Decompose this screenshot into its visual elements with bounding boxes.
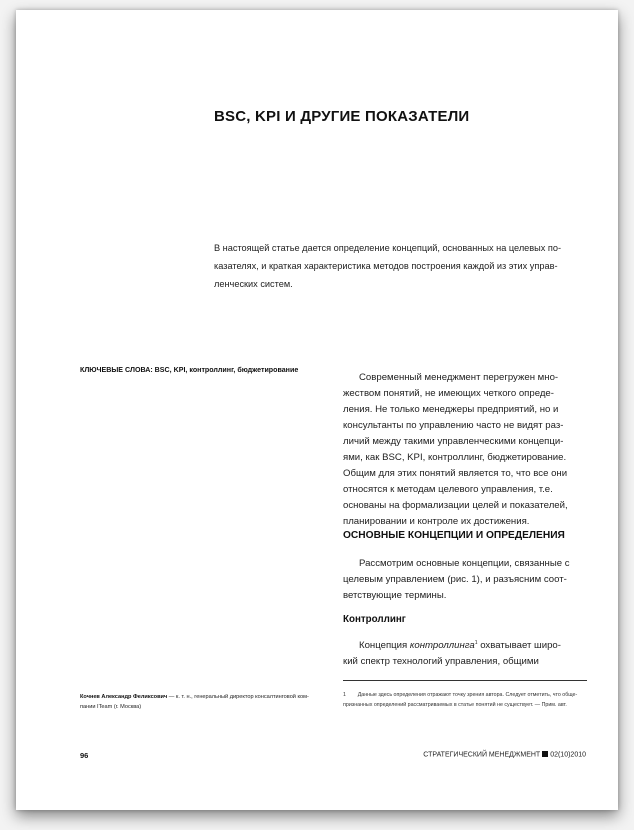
article-title: BSC, KPI И ДРУГИЕ ПОКАЗАТЕЛИ [214, 108, 470, 125]
keywords: КЛЮЧЕВЫЕ СЛОВА: BSC, KPI, контроллинг, бюджетирование [80, 366, 299, 374]
body-line: консультанты по управлению часто не видят раз- [343, 420, 564, 431]
body-line: кий спектр технологий управления, общими [343, 656, 539, 668]
abstract-line: казателях, и краткая характеристика методов построения каждой из этих управ- [214, 261, 558, 271]
italic-term: контроллинга [409, 640, 475, 652]
author-line: пании ITeam (г. Москва) [80, 704, 142, 710]
body-line: Современный менеджмент перегружен мно- [343, 372, 559, 383]
footnote-line: 1 Данные здесь определения отражают точку зрения автора. Следует отметить, что обще- [343, 692, 578, 698]
footnote-line: признанных определений рассматриваемых в статье понятий не существует. — Прим. авт. [343, 702, 567, 708]
body-line [343, 635, 588, 654]
section-heading: ОСНОВНЫЕ КОНЦЕПЦИИ И ОПРЕДЕЛЕНИЯ [343, 530, 565, 541]
body-line: ветствующие термины. [343, 590, 447, 601]
journal-name: СТРАТЕГИЧЕСКИЙ МЕНЕДЖМЕНТ [423, 751, 541, 759]
body-line: Общим для этих понятий является то, что все они [343, 468, 568, 479]
journal-footer [423, 751, 586, 759]
footnote [343, 690, 588, 710]
intro-paragraph [343, 370, 588, 530]
body-line: планировании и контроле их достижения. [343, 516, 530, 527]
body-line: ями, как BSC, KPI, контроллинг, бюджетирование. [343, 452, 567, 463]
article-abstract [214, 239, 592, 293]
author-name: Кочнев Александр Феликсович [80, 694, 168, 700]
body-text: охватывает широ- [477, 640, 561, 652]
subsection-heading: Контроллинг [343, 614, 406, 625]
body-line: целевым управлением (рис. 1), и разъясним соот- [343, 574, 567, 585]
author-line [80, 692, 330, 702]
body-line: жеством понятий, не имеющих четкого опреде- [343, 388, 554, 399]
author-info [80, 692, 330, 712]
page-number: 96 [80, 751, 89, 760]
footnote-divider [343, 680, 587, 681]
author-details: — к. т. н., генеральный директор консалтинговой ком- [167, 694, 309, 700]
controlling-paragraph [343, 635, 588, 670]
abstract-line: ленческих систем. [214, 279, 293, 289]
abstract-line: В настоящей статье дается определение концепций, основанных на целевых по- [214, 243, 562, 253]
body-line: Рассмотрим основные концепции, связанные с [343, 558, 570, 569]
footnote-marker: 1 [474, 640, 478, 646]
body-line: личий между такими управленческими концепци- [343, 436, 564, 447]
square-bullet-icon [542, 751, 548, 757]
journal-issue: 02(10)2010 [550, 751, 586, 759]
section-paragraph [343, 556, 588, 604]
body-line: относятся к методам целевого управления, т.е. [343, 484, 553, 495]
body-line: ления. Не только менеджеры предприятий, но и [343, 404, 559, 415]
journal-page [16, 10, 618, 810]
body-text: Концепция [343, 640, 410, 652]
body-line: основаны на формализации целей и показателей, [343, 500, 568, 511]
